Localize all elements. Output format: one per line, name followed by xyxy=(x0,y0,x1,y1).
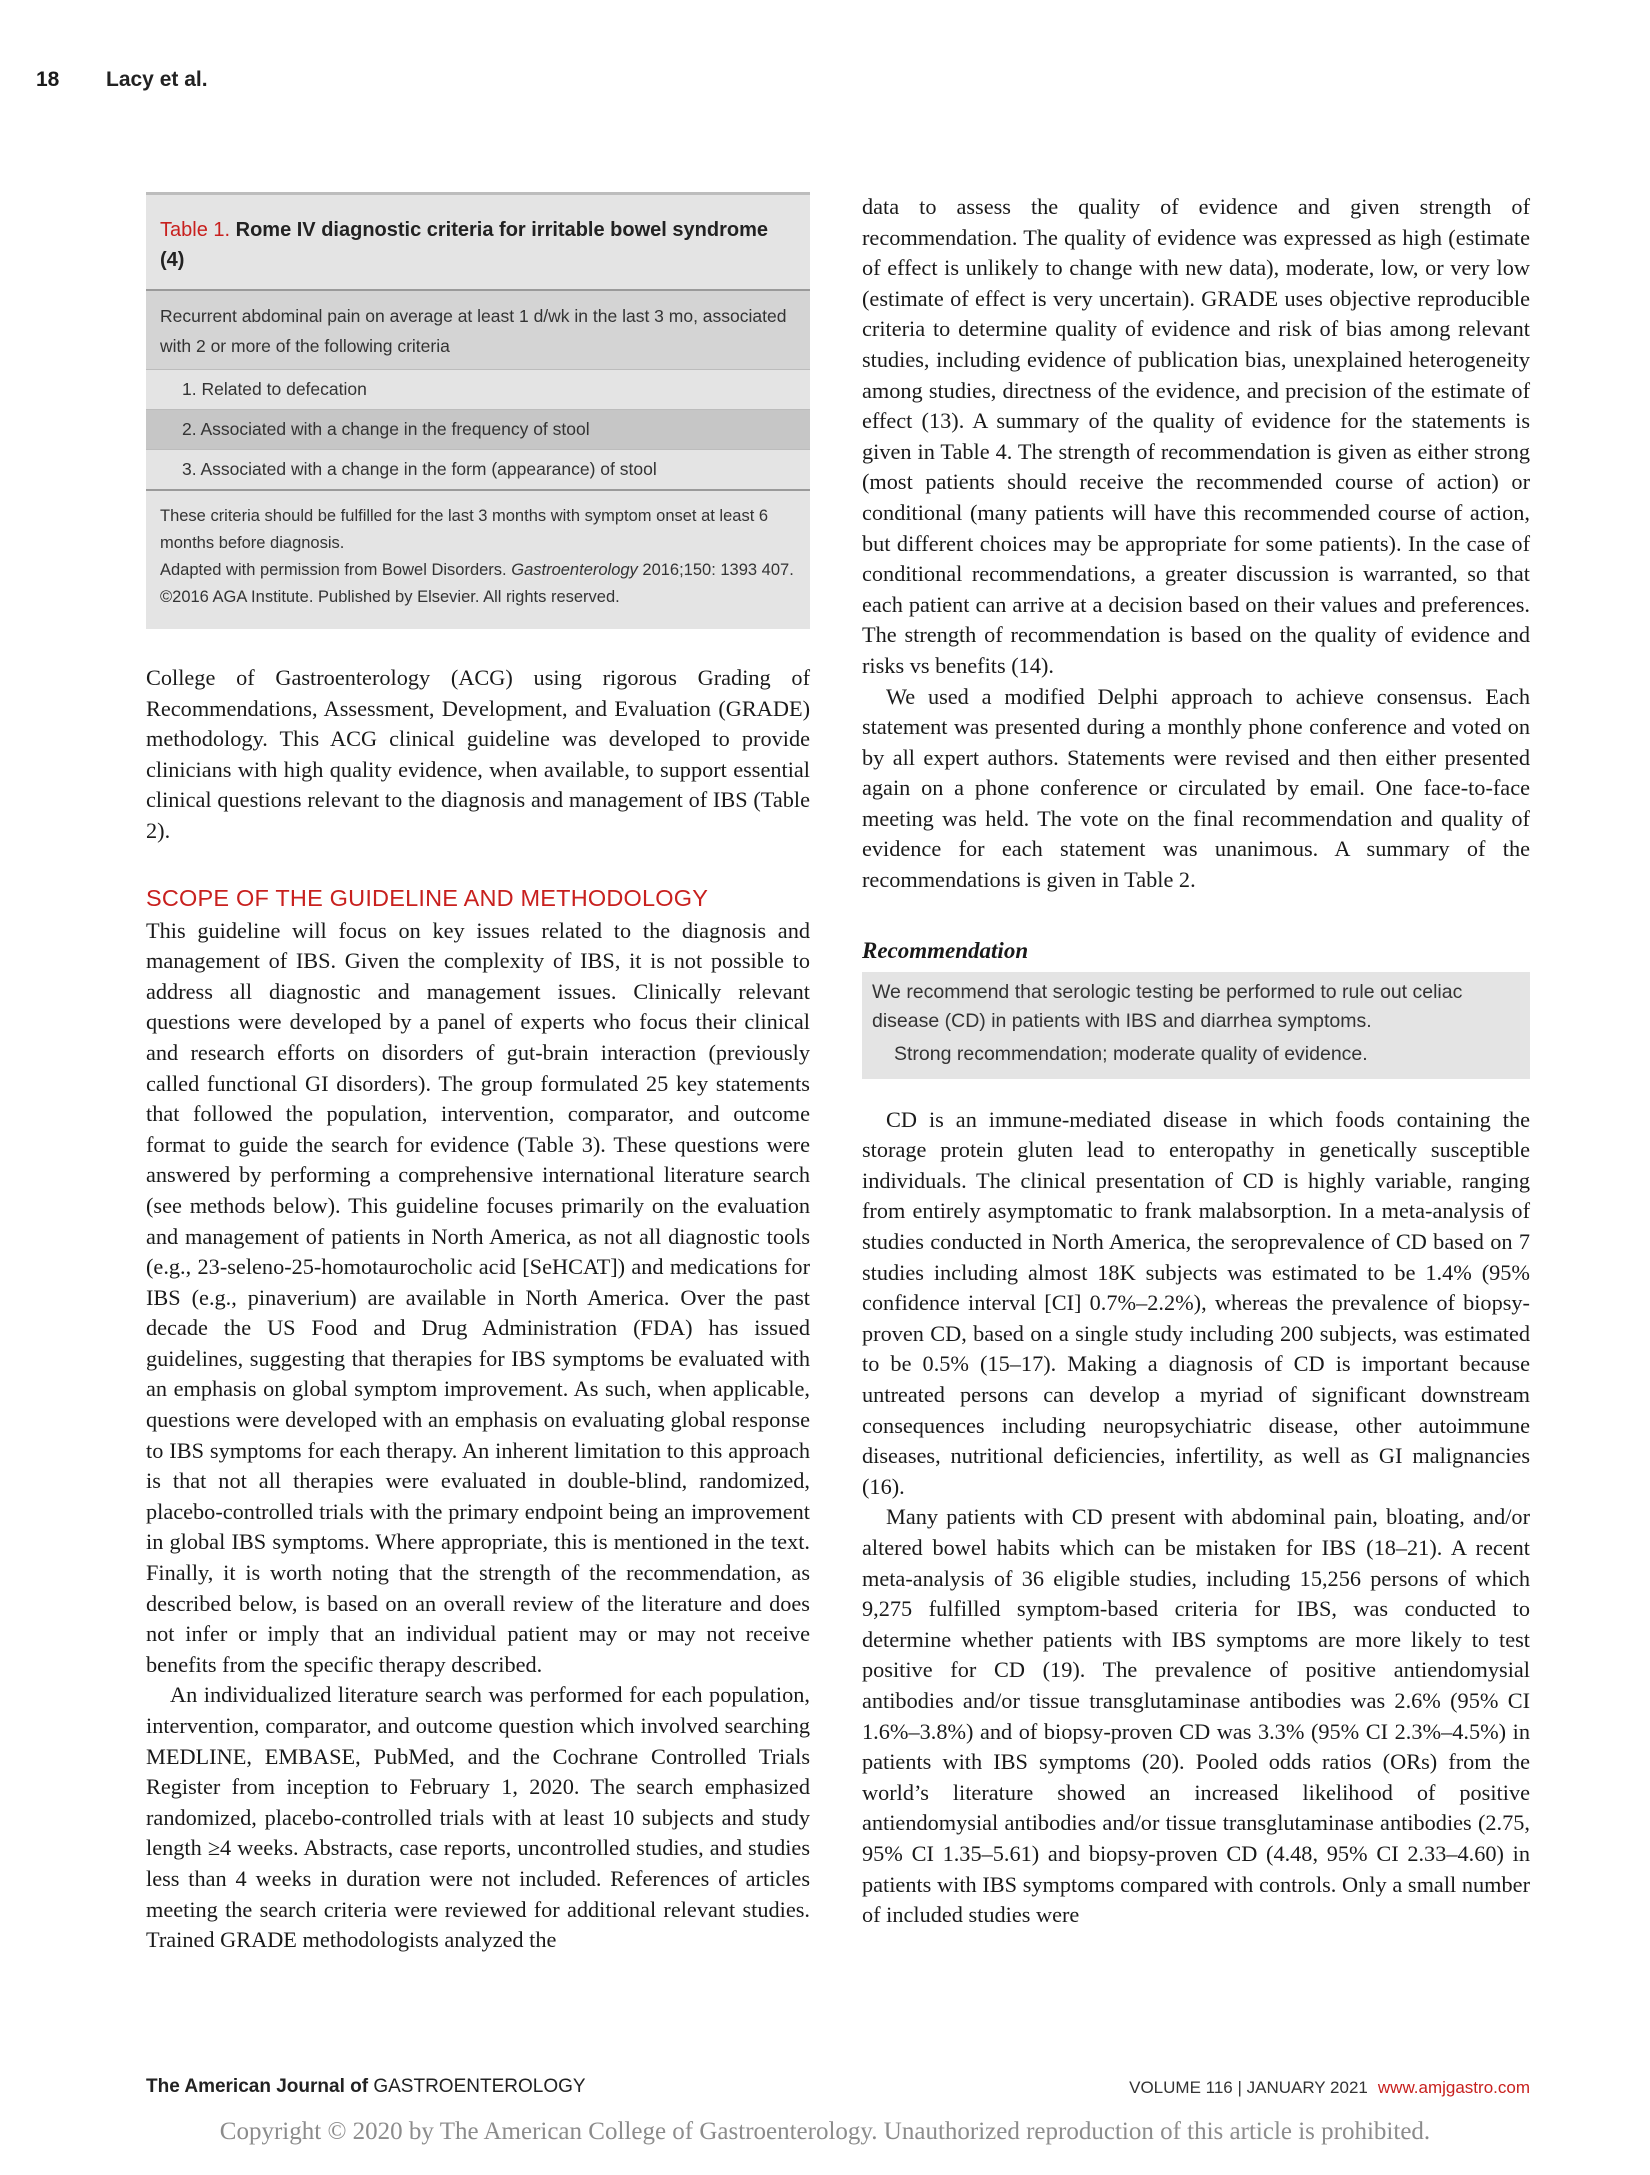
source-prefix: Adapted with permission from Bowel Disorders. xyxy=(160,561,512,579)
section-heading: SCOPE OF THE GUIDELINE AND METHODOLOGY xyxy=(146,884,709,911)
footer-url[interactable]: www.amjgastro.com xyxy=(1377,2078,1530,2097)
left-column xyxy=(146,192,810,1956)
body-paragraph: College of Gastroenterology (ACG) using rigorous Grading of Recommendations, Assessment, Development, and Evaluation (GRADE) methodology. This ACG clinical guideline was developed to provide clinicians with high quality evidence, when available, to support essential clinical questions relevant to the diagnosis and management of IBS (Table 2). xyxy=(146,665,810,843)
table-title: Rome IV diagnostic criteria for irritable bowel syndrome (4) xyxy=(160,219,768,271)
body-paragraph: Many patients with CD present with abdominal pain, bloating, and/or altered bowel habits which can be mistaken for IBS (18–21). A recent meta-analysis of 36 eligible studies, including 15,256 persons of which 9,275 fulfilled symptom-based criteria for IBS, was conducted to determine whether patients with IBS symptoms are more likely to test positive for CD (19). The prevalence of positive antiendomysial antibodies and/or tissue transglutaminase antibodies was 2.6% (95% CI 1.6%–3.8%) and of biopsy-proven CD was 3.3% (95% CI 2.3%–4.5%) in patients with IBS symptoms (20). Pooled odds ratios (ORs) from the world’s literature showed an increased likelihood of positive antiendomysial antibodies and/or tissue transglutaminase antibodies (2.75, 95% CI 1.35–5.61) and biopsy-proven CD (4.48, 95% CI 2.33–4.60) in patients with IBS symptoms compared with controls. Only a small number of included studies were xyxy=(862,1504,1530,1928)
footer-journal-name: GASTROENTEROLOGY xyxy=(373,2076,586,2097)
recommendation-box xyxy=(862,972,1530,1079)
table-label: Table 1. xyxy=(160,219,231,241)
body-paragraph: We used a modified Delphi approach to achieve consensus. Each statement was presented during a monthly phone conference and voted on by all expert authors. Statements were revised and then either presented again on a phone conference or circulated by email. One face-to-face meeting was held. The vote on the final recommendation and quality of evidence for each statement was unanimous. A summary of the recommendations is given in Table 2. xyxy=(862,683,1530,893)
table-footnote xyxy=(146,489,810,629)
source-suffix: 2016;150: 1393 407. ©2016 AGA Institute. Published by Elsevier. All rights reserved. xyxy=(160,561,794,606)
footer-journal-prefix: The American Journal of xyxy=(146,2076,374,2097)
footer-volume: VOLUME 116 | JANUARY 2021 xyxy=(1129,2078,1368,2097)
table-row: 1. Related to defecation xyxy=(146,369,810,409)
body-paragraph: CD is an immune-mediated disease in which foods containing the storage protein gluten lead to enteropathy in genetically susceptible individuals. The clinical presentation of CD is highly variable, ranging from entirely asymptomatic to frank malabsorption. In a meta-analysis of studies conducted in North America, the seroprevalence of CD based on 7 studies including almost 18K subjects was estimated to be 1.4% (95% confidence interval [CI] 0.7%–2.2%), whereas the prevalence of biopsy-proven CD, based on a single study including 200 subjects, was estimated to be 0.5% (15–17). Making a diagnosis of CD is important because untreated persons can develop a myriad of significant downstream consequences including neuropsychiatric disease, other autoimmune diseases, nutritional deficiencies, infertility, as well as GI malignancies (16). xyxy=(862,1106,1530,1499)
recommendation-strength: Strong recommendation; moderate quality of evidence. xyxy=(894,1042,1368,1065)
body-paragraph: data to assess the quality of evidence and given strength of recommendation. The quality of evidence was expressed as high (estimate of effect is unlikely to change with new data), moderate, low, or very low (estimate of effect is very uncertain). GRADE uses objective reproducible criteria to determine quality of evidence and risk of bias among relevant studies, including evidence of publication bias, unexplained heterogeneity among studies, directness of the evidence, and precision of the estimate of effect (13). A summary of the quality of evidence for the statements is given in Table 4. The strength of recommendation is given as either strong (most patients should receive the recommended course of action) or conditional (many patients will have this recommended course of action, but different choices may be appropriate for some patients). In the case of conditional recommendations, a greater discussion is warranted, so that each patient can arrive at a decision based on their values and preferences. The strength of recommendation is based on the quality of evidence and risks vs benefits (14). xyxy=(862,194,1530,678)
source-journal: Gastroenterology xyxy=(511,561,638,579)
running-head-authors: Lacy et al. xyxy=(106,68,208,91)
page-number: 18 xyxy=(36,68,60,91)
table-1 xyxy=(146,192,810,629)
table-note: These criteria should be fulfilled for the last 3 months with symptom onset at least 6 months before diagnosis. xyxy=(160,507,769,552)
table-intro: Recurrent abdominal pain on average at least 1 d/wk in the last 3 mo, associated with 2 or more of the following criteria xyxy=(146,291,810,369)
body-paragraph: An individualized literature search was performed for each population, intervention, comparator, and outcome question which involved searching MEDLINE, EMBASE, PubMed, and the Cochrane Controlled Trials Register from inception to February 1, 2020. The search emphasized randomized, placebo-controlled trials with at least 10 subjects and study length ≥4 weeks. Abstracts, case reports, uncontrolled studies, and studies less than 4 weeks in duration were not included. References of articles meeting the search criteria were reviewed for additional relevant studies. Trained GRADE methodologists analyzed the xyxy=(146,1682,810,1953)
table-source xyxy=(160,557,796,611)
copyright-notice: Copyright © 2020 by The American College of Gastroenterology. Unauthorized reproduction of this article is prohibited. xyxy=(219,2118,1431,2145)
right-column xyxy=(862,192,1530,1931)
footer-journal xyxy=(146,2076,586,2098)
recommendation-text: We recommend that serologic testing be performed to rule out celiac disease (CD) in patients with IBS and diarrhea symptoms. xyxy=(872,980,1463,1032)
table-caption xyxy=(146,195,810,291)
running-head xyxy=(36,68,208,92)
recommendation-heading: Recommendation xyxy=(862,937,1029,963)
table-row: 3. Associated with a change in the form (appearance) of stool xyxy=(146,449,810,489)
table-row: 2. Associated with a change in the frequency of stool xyxy=(146,409,810,449)
footer-issue xyxy=(1129,2078,1530,2098)
body-paragraph: This guideline will focus on key issues related to the diagnosis and management of IBS. Given the complexity of IBS, it is not possible to address all diagnostic and management issues. Clinically relevant questions were developed by a panel of experts who focus their clinical and research efforts on disorders of gut-brain interaction (previously called functional GI disorders). The group formulated 25 key statements that followed the population, intervention, comparator, and outcome format to guide the search for evidence (Table 3). These questions were answered by performing a comprehensive international literature search (see methods below). This guideline focuses primarily on the evaluation and management of patients in North America, as not all diagnostic tools (e.g., 23-seleno-25-homotaurocholic acid [SeHCAT]) and medications for IBS (e.g., pinaverium) are available in North America. Over the past decade the US Food and Drug Administration (FDA) has issued guidelines, suggesting that therapies for IBS symptoms be evaluated with an emphasis on global symptom improvement. As such, when applicable, questions were developed with an emphasis on evaluating global response to IBS symptoms for each therapy. An inherent limitation to this approach is that not all therapies were evaluated in double-blind, randomized, placebo-controlled trials with the primary endpoint being an improvement in global IBS symptoms. Where appropriate, this is mentioned in the text. Finally, it is worth noting that the strength of the recommendation, as described below, is based on an overall review of the literature and does not infer or imply that an individual patient may or may not receive benefits from the specific therapy described. xyxy=(146,917,810,1677)
